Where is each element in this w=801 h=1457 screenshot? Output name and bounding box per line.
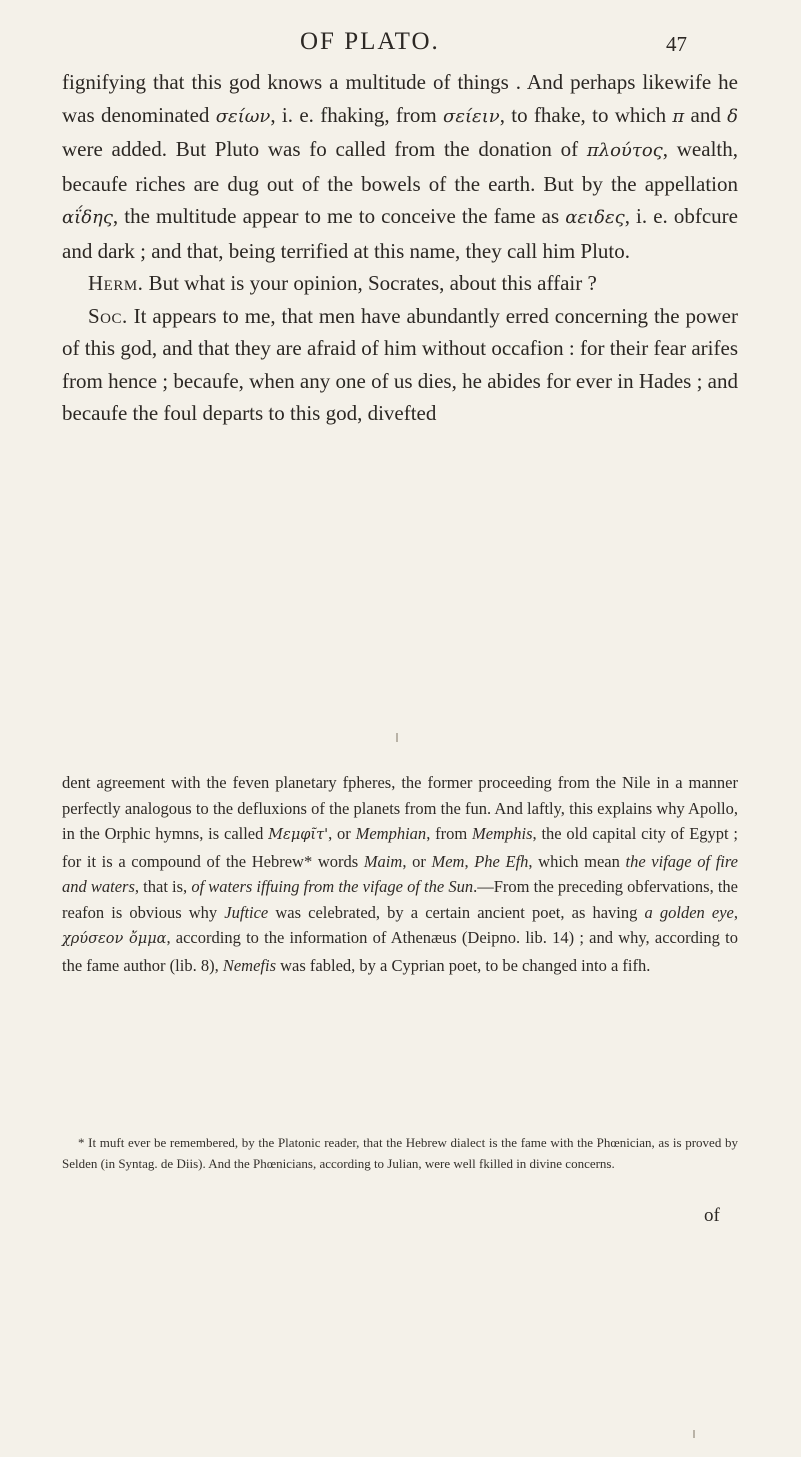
continued-note: dent agreement with the feven planetary fpheres, the former proceeding from the Nile in a manner perfectly analogous to the defluxions of the planets from the fun. And laftly, this explains why Apollo, in the Orphic hymns, is called Μεμφῖτ', or Memphian, from Memphis, the old capital city of Egypt ; for it is a compound of the Hebrew* words Maim, or Mem, Phe Efh, which mean the vifage of fire and waters, that is, of waters iffuing from the vifage of the Sun.—From the preceding obfervations, the reafon is obvious why Juftice was celebrated, by a certain ancient poet, as having a golden eye, χρύσεον ὄμμα, according to the information of Athenæus (Deipno. lib. 14) ; and why, according to the fame author (lib. 8), Nemefis was fabled, by a Cyprian poet, to be changed into a fifh. [62, 773, 739, 975]
catchword: of [704, 1205, 720, 1226]
page-header [0, 28, 801, 68]
running-head: OF PLATO. [300, 28, 440, 55]
paragraph-socrates: Soc. It appears to me, that men have abundantly erred concerning the power of this god, and that they are afraid of him without occafion : for their fear arifes from hence ; becaufe, when any one of us dies, he abides for ever in Hades ; and becaufe the foul departs to this god, divefted [62, 303, 738, 425]
paragraph-pluto: fignifying that this god knows a multitude of things . And perhaps likewife he was denominated σείων, i. e. fhaking, from σείειν, to fhake, to which π and δ were added. But Pluto was fo called from the donation of πλούτος, wealth, becaufe riches are dug out of the bowels of the earth. But by the appellation αΐδης, the multitude appear to me to conceive the fame as αειδες, i. e. obfcure and dark ; and that, being terrified at this name, they call him Pluto. [62, 70, 739, 263]
speaker-herm: Herm. [88, 271, 144, 295]
print-mark [396, 733, 398, 742]
paragraph-hermogenes: Herm. But what is your opinion, Socrates, about this affair ? [88, 271, 597, 295]
page-number: 47 [666, 32, 687, 56]
print-mark [693, 1430, 695, 1438]
main-text [62, 66, 738, 430]
footnote: * It muft ever be remembered, by the Platonic reader, that the Hebrew dialect is the fame with the Phœnician, as is proved by Selden (in Syntag. de Diis). And the Phœnicians, according to Julian, were well fkilled in divine concerns. [62, 1135, 738, 1171]
speaker-soc: Soc. [88, 303, 128, 328]
